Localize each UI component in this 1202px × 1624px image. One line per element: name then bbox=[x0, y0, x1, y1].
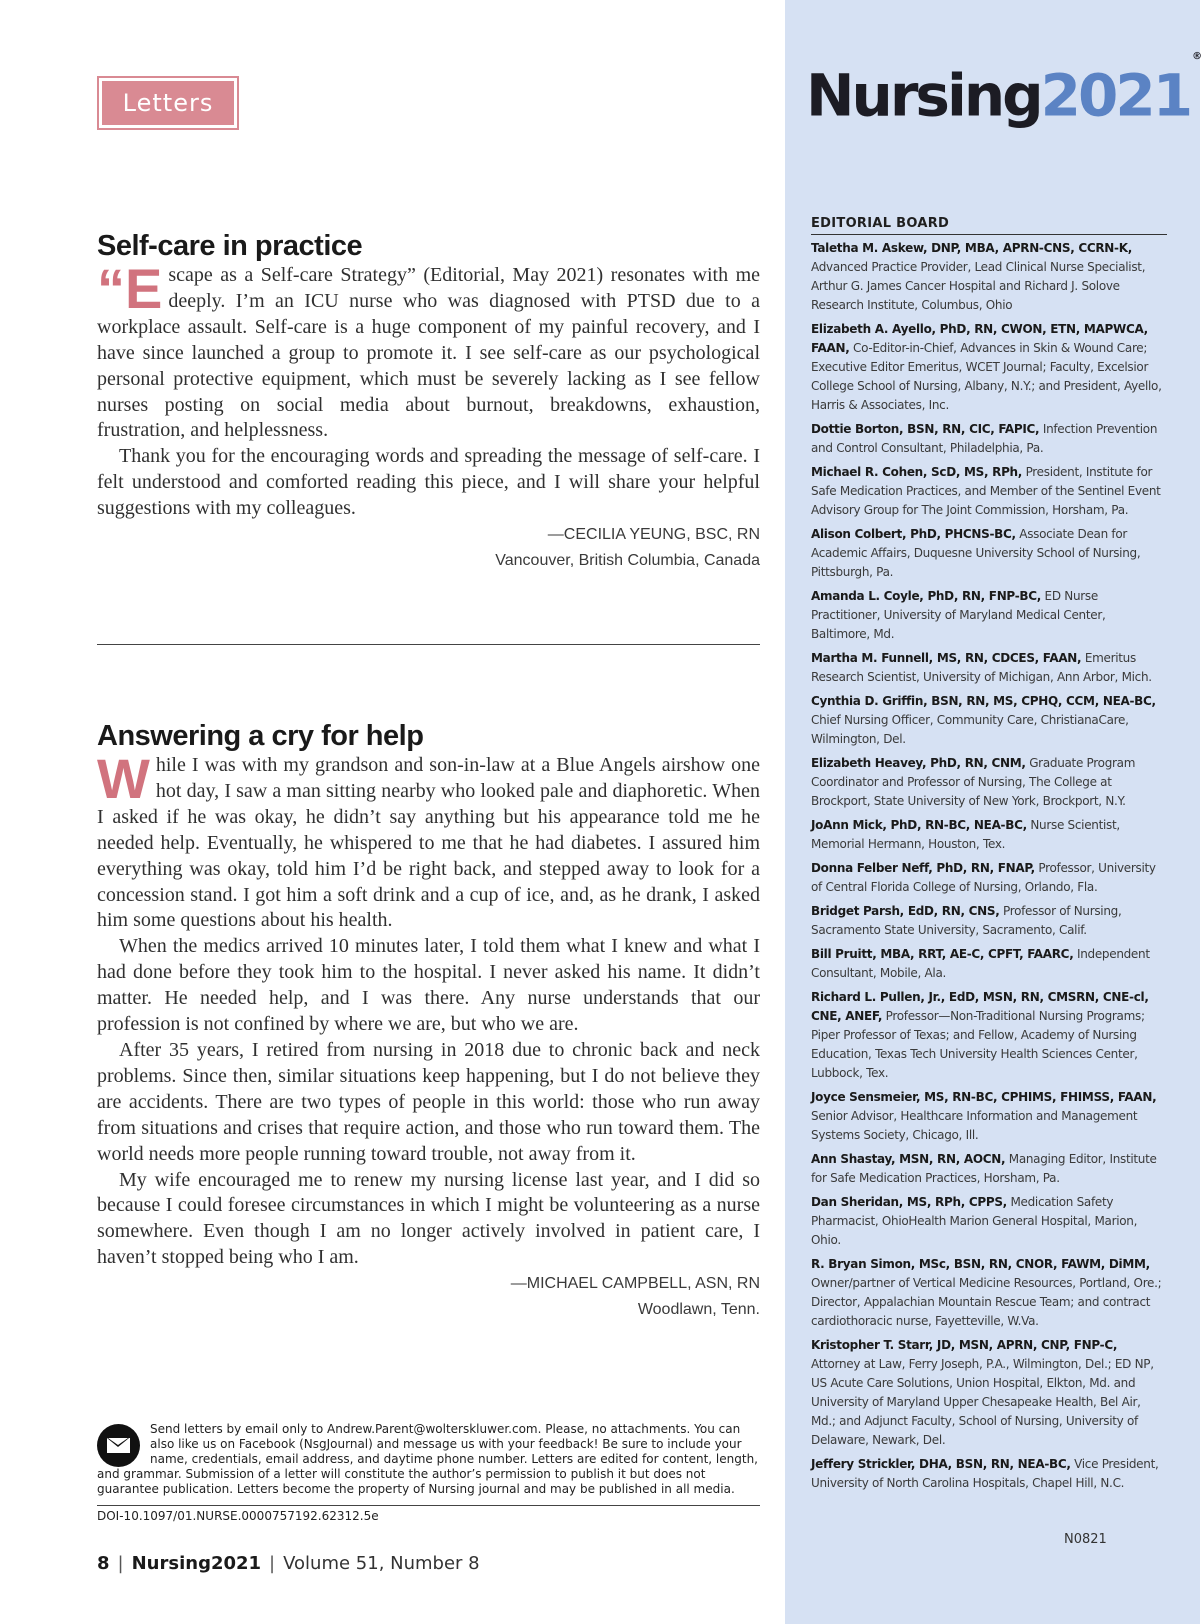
signature-location: Woodlawn, Tenn. bbox=[637, 1301, 760, 1319]
board-member-name: Dottie Borton, BSN, RN, CIC, FAPIC, bbox=[811, 422, 1040, 436]
masthead-logo bbox=[806, 51, 1202, 130]
board-member bbox=[811, 1088, 1167, 1145]
doi: DOI-10.1097/01.NURSE.0000757192.62312.5e bbox=[97, 1509, 379, 1523]
board-member bbox=[811, 816, 1167, 854]
board-member-affiliation: Senior Advisor, Healthcare Information and Management Systems Society, Chicago, Ill. bbox=[811, 1109, 1138, 1142]
board-member bbox=[811, 1336, 1167, 1450]
article-paragraph: Thank you for the encouraging words and spreading the message of self-care. I felt understood and comforted reading this piece, and I will share your helpful suggestions with my colleagues. bbox=[97, 445, 760, 520]
article-self-care bbox=[97, 229, 760, 574]
editorial-board-title: EDITORIAL BOARD bbox=[811, 216, 1167, 235]
board-member-name: Ann Shastay, MSN, RN, AOCN, bbox=[811, 1152, 1006, 1166]
mail-icon bbox=[97, 1424, 140, 1467]
article-paragraph: While I was with my grandson and son-in-law at a Blue Angels airshow one hot day, I saw a man sitting nearby who looked pale and diaphoretic. When I asked if he was okay, he didn’t say anything but his appearance told me he needed help. Eventually, he whispered to me that he had diabetes. I assured him everything was okay, told him I’d be right back, and stepped away to look for a concession stand. I got him a soft drink and a cup of ice, and, as he drank, I asked him some questions about his health. bbox=[97, 747, 760, 932]
board-member-name: Richard L. Pullen, Jr., EdD, MSN, RN, CMSRN, CNE-cl, CNE, ANEF, bbox=[811, 990, 1149, 1023]
masthead-name: Nursing bbox=[806, 61, 1041, 130]
submission-note bbox=[97, 1422, 760, 1497]
board-member-name: Bridget Parsh, EdD, RN, CNS, bbox=[811, 904, 1000, 918]
board-member bbox=[811, 754, 1167, 811]
board-member bbox=[811, 463, 1167, 520]
signature-location: Vancouver, British Columbia, Canada bbox=[495, 552, 760, 570]
board-member-affiliation: Associate Dean for Academic Affairs, Duquesne University School of Nursing, Pittsburgh, Pa. bbox=[811, 527, 1141, 579]
board-member-name: Jeffery Strickler, DHA, BSN, RN, NEA-BC, bbox=[811, 1457, 1071, 1471]
board-member-name: Alison Colbert, PhD, PHCNS-BC, bbox=[811, 527, 1016, 541]
board-member-affiliation: Professor, University of Central Florida College of Nursing, Orlando, Fla. bbox=[811, 861, 1156, 894]
board-member bbox=[811, 525, 1167, 582]
article-paragraph: When the medics arrived 10 minutes later, I told them what I knew and what I had done before they took him to the hospital. I never asked his name. It didn’t matter. He needed help, and I was there. Any nurse understands that our profession is not confined by where we are, but who we are. bbox=[97, 935, 760, 1036]
section-divider bbox=[97, 644, 760, 645]
board-member-affiliation: Professor—Non-Traditional Nursing Programs; Piper Professor of Texas; and Fellow, Academy of Nursing Education, Texas Tech University Health Sciences Center, Lubbock, Tex. bbox=[811, 1009, 1145, 1080]
board-member bbox=[811, 320, 1167, 415]
masthead-year: 2021 bbox=[1040, 61, 1191, 130]
board-member-name: Martha M. Funnell, MS, RN, CDCES, FAAN, bbox=[811, 651, 1082, 665]
board-member-affiliation: Graduate Program Coordinator and Professor of Nursing, The College at Brockport, State University of New York, Brockport, N.Y. bbox=[811, 756, 1136, 808]
board-member-affiliation: President, Institute for Safe Medication Practices, and Member of the Sentinel Event Advisory Group for The Joint Commission, Horsham, Pa. bbox=[811, 465, 1161, 517]
board-member bbox=[811, 420, 1167, 458]
board-member-affiliation: Independent Consultant, Mobile, Ala. bbox=[811, 947, 1150, 980]
board-member bbox=[811, 649, 1167, 687]
board-member-affiliation: Advanced Practice Provider, Lead Clinical Nurse Specialist, Arthur G. James Cancer Hospital and Richard J. Solove Research Institute, Columbus, Ohio bbox=[811, 260, 1146, 312]
board-member-name: Elizabeth Heavey, PhD, RN, CNM, bbox=[811, 756, 1026, 770]
board-member-affiliation: Vice President, University of North Carolina Hospitals, Chapel Hill, N.C. bbox=[811, 1457, 1159, 1490]
board-member bbox=[811, 1455, 1167, 1493]
registered-mark: ® bbox=[1192, 51, 1202, 62]
board-member bbox=[811, 692, 1167, 749]
page-number: 8 bbox=[97, 1553, 110, 1574]
footer-divider bbox=[97, 1505, 760, 1506]
editorial-board-list bbox=[811, 239, 1167, 1493]
article-title: Self-care in practice bbox=[97, 230, 363, 262]
board-member bbox=[811, 902, 1167, 940]
board-member-name: Joyce Sensmeier, MS, RN-BC, CPHIMS, FHIMSS, FAAN, bbox=[811, 1090, 1157, 1104]
board-member bbox=[811, 587, 1167, 644]
board-member bbox=[811, 1193, 1167, 1250]
board-member bbox=[811, 859, 1167, 897]
folio: 8 | Nursing2021 | Volume 51, Number 8 bbox=[97, 1553, 480, 1574]
board-member bbox=[811, 988, 1167, 1083]
board-member bbox=[811, 239, 1167, 315]
article-paragraph: My wife encouraged me to renew my nursing license last year, and I did so because I could foresee circumstances in which I might be volunteering as a nurse somewhere. Even though I am no longer actively involved in patient care, I haven’t stopped being who I am. bbox=[97, 1168, 760, 1269]
board-member-name: Cynthia D. Griffin, BSN, RN, MS, CPHQ, CCM, NEA-BC, bbox=[811, 694, 1156, 708]
article-title: Answering a cry for help bbox=[97, 720, 424, 752]
board-member-affiliation: Professor of Nursing, Sacramento State University, Sacramento, Calif. bbox=[811, 904, 1122, 937]
board-member-affiliation: Co-Editor-in-Chief, Advances in Skin & Wound Care; Executive Editor Emeritus, WCET Journal; Faculty, Excelsior College School of Nursing, Albany, N.Y.; and President, Ayello, Harris & Associates, Inc. bbox=[811, 341, 1162, 412]
board-member-name: Dan Sheridan, MS, RPh, CPPS, bbox=[811, 1195, 1007, 1209]
submission-note-text: Send letters by email only to Andrew.Parent@wolterskluwer.com. Please, no attachments. You can also like us on Facebook (NsgJournal) and message us with your feedback! Be sure to include your name, credentials, email address, and daytime phone number. Letters are edited for content, length, and grammar. Submission of a letter will constitute the author’s permission to publish it but does not guarantee publication. Letters become the property of Nursing journal and may be published in all media. bbox=[97, 1422, 758, 1496]
issue-code: N0821 bbox=[1064, 1532, 1107, 1547]
editorial-board bbox=[811, 216, 1167, 1498]
board-member-affiliation: Medication Safety Pharmacist, OhioHealth Marion General Hospital, Marion, Ohio. bbox=[811, 1195, 1138, 1247]
board-member-affiliation: Infection Prevention and Control Consultant, Philadelphia, Pa. bbox=[811, 422, 1158, 455]
article-cry-for-help bbox=[97, 719, 760, 1323]
board-member bbox=[811, 1255, 1167, 1331]
board-member-name: Donna Felber Neff, PhD, RN, FNAP, bbox=[811, 861, 1035, 875]
dropcap: “E bbox=[97, 257, 163, 320]
board-member-affiliation: ED Nurse Practitioner, University of Maryland Medical Center, Baltimore, Md. bbox=[811, 589, 1106, 641]
dropcap: W bbox=[97, 747, 150, 810]
board-member-name: Elizabeth A. Ayello, PhD, RN, CWON, ETN, MAPWCA, FAAN, bbox=[811, 322, 1148, 355]
board-member-affiliation: Chief Nursing Officer, Community Care, ChristianaCare, Wilmington, Del. bbox=[811, 713, 1129, 746]
folio-issue: Volume 51, Number 8 bbox=[283, 1553, 480, 1574]
folio-journal: Nursing2021 bbox=[131, 1553, 262, 1574]
article-paragraph: “E scape as a Self-care Strategy” (Editorial, May 2021) resonates with me deeply. I’m an ICU nurse who was diagnosed with PTSD due to a workplace assault. Self-care is a huge component of my painful recovery, and I have since launched a group to promote it. I see self-care as our psychological personal protective equipment, which must be severely lacking as I see fellow nurses posting on social media about burnout, breakdowns, exhaustion, frustration, and helplessness. bbox=[97, 257, 760, 442]
board-member-affiliation: Nurse Scientist, Memorial Hermann, Houston, Tex. bbox=[811, 818, 1120, 851]
board-member-name: Kristopher T. Starr, JD, MSN, APRN, CNP, FNP-C, bbox=[811, 1338, 1118, 1352]
board-member-affiliation: Emeritus Research Scientist, University of Michigan, Ann Arbor, Mich. bbox=[811, 651, 1152, 684]
signature: —MICHAEL CAMPBELL, ASN, RN bbox=[510, 1275, 760, 1293]
board-member bbox=[811, 945, 1167, 983]
board-member-name: Amanda L. Coyle, PhD, RN, FNP-BC, bbox=[811, 589, 1042, 603]
article-paragraph: After 35 years, I retired from nursing in 2018 due to chronic back and neck problems. Since then, similar situations keep happening, but I do not believe they are accidents. There are two types of people in this world: those who run away from situations and crises that require action, and those who run toward them. The world needs more people running toward trouble, not away from it. bbox=[97, 1038, 760, 1165]
section-tab-label: Letters bbox=[102, 81, 234, 125]
board-member-affiliation: Attorney at Law, Ferry Joseph, P.A., Wilmington, Del.; ED NP, US Acute Care Solutions, Union Hospital, Elkton, Md. and University of Maryland Upper Chesapeake Health, Bel Air, Md.; and Adjunct Faculty, School of Nursing, University of Delaware, Newark, Del. bbox=[811, 1357, 1154, 1447]
board-member-name: Taletha M. Askew, DNP, MBA, APRN-CNS, CCRN-K, bbox=[811, 241, 1132, 255]
board-member-name: JoAnn Mick, PhD, RN-BC, NEA-BC, bbox=[811, 818, 1027, 832]
board-member-name: Michael R. Cohen, ScD, MS, RPh, bbox=[811, 465, 1023, 479]
board-member bbox=[811, 1150, 1167, 1188]
board-member-affiliation: Owner/partner of Vertical Medicine Resources, Portland, Ore.; Director, Appalachian Mountain Rescue Team; and contract cardiothoracic nurse, Fayetteville, W.Va. bbox=[811, 1276, 1162, 1328]
board-member-name: Bill Pruitt, MBA, RRT, AE-C, CPFT, FAARC, bbox=[811, 947, 1074, 961]
board-member-affiliation: Managing Editor, Institute for Safe Medication Practices, Horsham, Pa. bbox=[811, 1152, 1157, 1185]
section-tab bbox=[97, 76, 239, 130]
signature: —CECILIA YEUNG, BSC, RN bbox=[547, 526, 760, 544]
board-member-name: R. Bryan Simon, MSc, BSN, RN, CNOR, FAWM, DiMM, bbox=[811, 1257, 1150, 1271]
